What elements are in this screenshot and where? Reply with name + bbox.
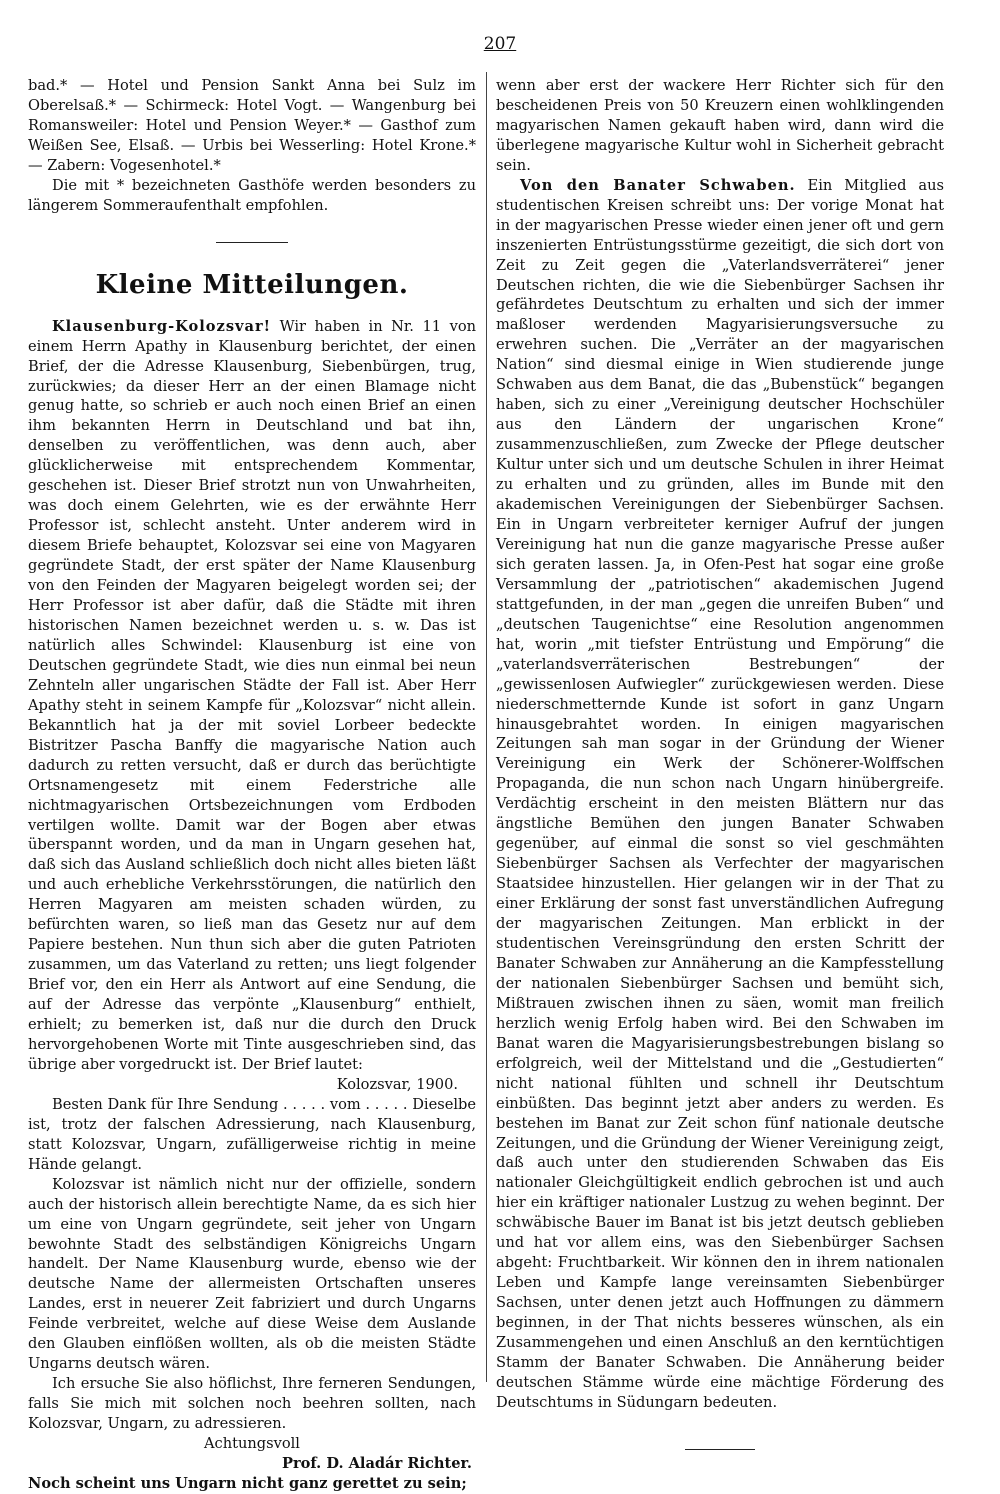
hotel-list-paragraph: bad.* — Hotel und Pension Sankt Anna bei Sulz im Oberelsaß.* — Schirmeck: Hotel Vogt. — Wangenburg bei Romansweiler: Hotel und Pension Weyer.* — Gasthof zum Weißen See, Elsaß. — Urbis bei Wesserling: Hotel Krone.* — Zabern: Vogesenhotel.* <box>28 77 476 174</box>
letter-paragraph-2: Kolozsvar ist nämlich nicht nur der offizielle, sondern auch der historisch allein berechtigte Name, da es sich hier um eine von Ungarn gegründete, seit jeher von Ungarn bewohnte Stadt des selbständigen Königreichs Ungarn handelt. Der Name Klausenburg wurde, ebenso wie der deutsche Name der allermeisten Ortschaften unseres Landes, erst in neuerer Zeit fabriziert und durch Ungarns Feinde verbreitet, welche auf diese Weise dem Auslande den Glauben einflößen wollten, als ob die meisten Städte Ungarns deutsch wären. <box>28 1175 476 1373</box>
column-divider <box>486 72 487 1382</box>
article-banater-schwaben <box>496 176 944 1413</box>
article-klausenburg <box>28 317 476 1075</box>
article-banater-body: Ein Mitglied aus studentischen Kreisen schreibt uns: Der vorige Monat hat in der magyarischen Presse wieder einen jener oft und gern inszenierten Entrüstungsstürme gezeitigt, die sich dort von Zeit zu Zeit gegen die „Vaterlandsverräterei“ jener Deutschen richten, die wie die Siebenbürger Sachsen ihr gefährdetes Deutschtum zu erhalten und sich der immer maßloser werdenden Magyarisierungsversuche zu erwehren suchen. Die „Verräter an der magyarischen Nation“ sind diesmal einige in Wien studierende junge Schwaben aus dem Banat, die das „Bubenstück“ begangen haben, sich zu einer „Vereinigung deutscher Hochschüler aus den Ländern der ungarischen Krone“ zusammenzuschließen, zum Zwecke der Pflege deutscher Kultur unter sich und um deutsche Schulen in ihrer Heimat zu erhalten und zu gründen, alles im Bunde mit den akademischen Vereinigungen der Siebenbürger Sachsen. Ein in Ungarn verbreiteter kerniger Aufruf der jungen Vereinigung hat nun die ganze magyarische Presse außer sich geraten lassen. Ja, in Ofen-Pest hat sogar eine große Versammlung der „patriotischen“ akademischen Jugend stattgefunden, in der man „gegen die unreifen Buben“ und „deutschen Taugenichtse“ eine Resolution angenommen hat, worin „mit tiefster Entrüstung und Empörung“ die „vaterlandsverräterischen Bestrebungen“ der „gewissenlosen Aufwiegler“ zurückgewiesen werden. Diese niederschmetternde Kunde ist sofort in ganz Ungarn hinausgebrahtet worden. In einigen magyarischen Zeitungen sah man sogar in der Gründung der Wiener Vereinigung ein Werk der Schönerer-Wolffschen Propaganda, die nun schon nach Ungarn hinübergreife. Verdächtig erscheint in den meisten Blättern nur das ängstliche Bemühen den jungen Banater Schwaben gegenüber, auf einmal die sonst so viel geschmähten Siebenbürger Sachsen als Verfechter der magyarischen Staatsidee hinzustellen. Hier gelangen wir in der That zu einer Erklärung der sonst fast unverständlichen Aufregung der magyarischen Zeitungen. Man erblickt in der studentischen Vereinsgründung den ersten Schritt der Banater Schwaben zur Annäherung an die Kampfesstellung der nationalen Siebenbürger Sachsen und bemüht sich, Mißtrauen zwischen ihnen zu säen, womit man freilich herzlich wenig Erfolg haben wird. Bei den Schwaben im Banat waren die Magyarisierungsbestrebungen bislang so erfolgreich, weil der Mittelstand und die „Gestudierten“ nicht national fühlten und schnell ihr Deutschtum einbüßten. Das beginnt jetzt aber anders zu werden. Es bestehen im Banat zur Zeit schon fünf nationale deutsche Zeitungen, und die Gründung der Wiener Vereinigung zeigt, daß auch unter den studierenden Schwaben das Eis nationaler Gleichgültigkeit endlich gebrochen ist und auch hier ein kräftiger nationaler Lustzug zu wehen beginnt. Der schwäbische Bauer im Banat ist bis jetzt deutsch geblieben und hat vor allem eins, was den Siebenbürger Sachsen abgeht: Fruchtbarkeit. Wir können den in ihrem nationalen Leben und Kampfe lange vereinsamten Siebenbürger Sachsen, unter denen jetzt auch Hoffnungen zu dämmern beginnen, in der That nichts besseres wünschen, als ein Zusammengehen und einen Anschluß an den kerntüchtigen Stamm der Banater Schwaben. Die Annäherung beider deutschen Stämme würde eine mächtige Förderung des Deutschtums in Südungarn bedeuten. <box>496 176 944 1411</box>
letter-paragraph-3: Ich ersuche Sie also höflichst, Ihre ferneren Sendungen, falls Sie mich mit solchen noch beehren sollten, nach Kolozsvar, Ungarn, zu adressieren. <box>28 1375 476 1433</box>
left-column <box>28 76 476 1494</box>
hotel-footnote: Die mit * bezeichneten Gasthöfe werden besonders zu längerem Sommeraufenthalt empfohlen. <box>28 176 476 214</box>
letter-paragraph-1: Besten Dank für Ihre Sendung . . . . . vom . . . . . Dieselbe ist, trotz der falschen Adressierung, nach Klausenburg, statt Kolozsvar, Ungarn, zufälligerweise richtig in meine Hände gelangt. <box>28 1095 476 1173</box>
letter-signature: Prof. D. Aladár Richter. <box>282 1455 472 1472</box>
section-divider <box>216 242 288 243</box>
page-number: 207 <box>483 34 517 54</box>
article-klausenburg-last-line: Noch scheint uns Ungarn nicht ganz gerettet zu sein; <box>28 1474 467 1492</box>
article-banater-title: Von den Banater Schwaben. <box>520 176 796 194</box>
article-klausenburg-title: Klausenburg-Kolozsvar! <box>52 317 272 335</box>
letter-closing: Achtungsvoll <box>204 1435 300 1453</box>
letter-place-date: Kolozsvar, 1900. <box>336 1075 458 1093</box>
article-klausenburg-continuation: wenn aber erst der wackere Herr Richter sich für den bescheidenen Preis von 50 Kreuzern einen wohlklingenden magyarischen Namen gekauft haben wird, dann wird die überlegene magyarische Kultur wohl in Sicherheit gebracht sein. <box>496 77 944 174</box>
right-column <box>496 76 944 1450</box>
closing-divider <box>685 1449 755 1450</box>
article-klausenburg-body: Wir haben in Nr. 11 von einem Herrn Apathy in Klausenburg berichtet, der einen Brief, der die Adresse Klausenburg, Siebenbürgen, trug, zurückwies; da dieser Herr an der einen Blamage nicht genug hatte, so schrieb er auch noch einen Brief an einen ihm bekannten Herrn in Deutschland und bat ihn, denselben zu veröffentlichen, was denn auch, aber glücklicherweise mit entsprechendem Kommentar, geschehen ist. Dieser Brief strotzt nun von Unwahrheiten, was doch einem Gelehrten, wie es der erwähnte Herr Professor ist, schlecht ansteht. Unter anderem wird in diesem Briefe behauptet, Kolozsvar sei eine von Magyaren gegründete Stadt, der erst später der Name Klausenburg von den Feinden der Magyaren beigelegt worden sei; der Herr Professor ist aber dafür, daß die Städte mit ihren historischen Namen bezeichnet werden u. s. w. Das ist natürlich alles Schwindel: Klausenburg ist eine von Deutschen gegründete Stadt, wie dies nun einmal bei neun Zehnteln aller ungarischen Städte der Fall ist. Aber Herr Apathy steht in seinem Kampfe für „Kolozsvar“ nicht allein. Bekanntlich hat ja der mit soviel Lorbeer bedeckte Bistritzer Pascha Banffy die magyarische Nation auch dadurch zu retten versucht, daß er durch das berüchtigte Ortsnamengesetz mit einem Federstriche alle nichtmagyarischen Ortsbezeichnungen vom Erdboden vertilgen wollte. Damit war der Bogen aber etwas überspannt worden, und da man in Ungarn gesehen hat, daß sich das Ausland schließlich doch nicht alles bieten läßt und auch erhebliche Verkehrsstörungen, die natürlich den Herren Magyaren am meisten schaden würden, zu befürchten waren, so ließ man das Gesetz nur auf dem Papiere bestehen. Nun thun sich aber die guten Patrioten zusammen, um das Vaterland zu retten; uns liegt folgender Brief vor, den ein Herr als Antwort auf eine Sendung, die auf der Adresse das verpönte „Klausenburg“ enthielt, erhielt; zu bemerken ist, daß nur die durch den Druck hervorgehobenen Worte mit Tinte ausgeschrieben sind, das übrige aber vorgedruckt ist. Der Brief lautet: <box>28 317 476 1073</box>
section-heading: Kleine Mitteilungen. <box>95 269 409 300</box>
